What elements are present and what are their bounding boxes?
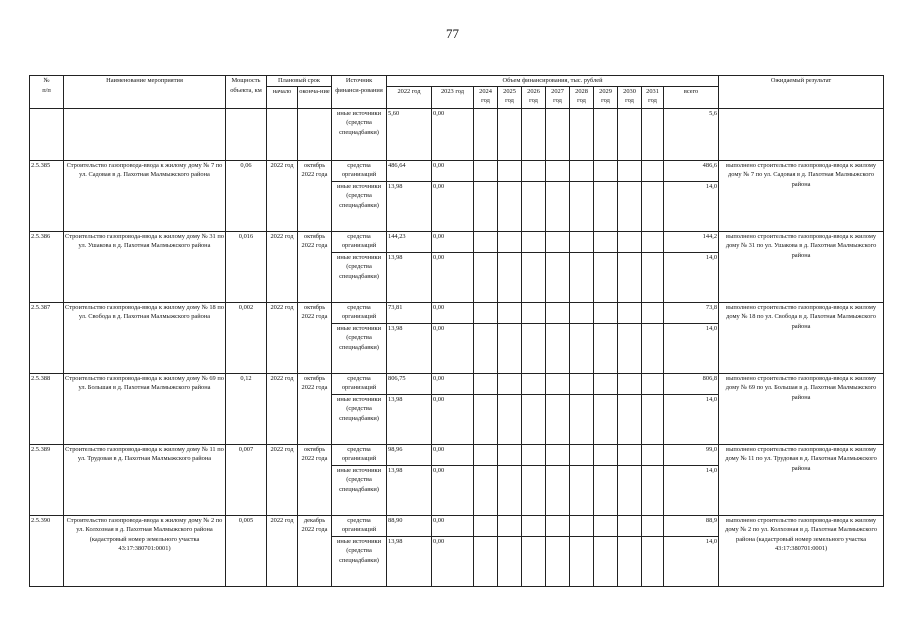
cell-empty (546, 515, 570, 536)
cell-empty (546, 536, 570, 586)
cell-power: 0,12 (226, 373, 267, 444)
cell-empty (594, 231, 618, 252)
cell-2023: 0,00 (432, 160, 474, 181)
header-year: 2024 год (474, 86, 498, 108)
cell-empty (594, 465, 618, 515)
cell-2022: 13,98 (387, 323, 432, 373)
cell-empty (642, 394, 664, 444)
cell-empty (522, 181, 546, 231)
cell-empty (642, 231, 664, 252)
cell-empty (474, 515, 498, 536)
cell-empty (474, 465, 498, 515)
cell-empty (570, 515, 594, 536)
cell-source: средства организаций (332, 231, 387, 252)
header-year: 2031 год (642, 86, 664, 108)
header-term: Плановый срок (267, 76, 332, 87)
cell-empty (522, 373, 546, 394)
cell-empty (522, 394, 546, 444)
cell-total: 806,8 (664, 373, 719, 394)
header-source: Источник финанси-рования (332, 76, 387, 109)
table-row (30, 231, 884, 252)
cell-source: иные источники (средства спецнадбавки) (332, 252, 387, 302)
cell-total: 14,0 (664, 465, 719, 515)
cell-empty (642, 444, 664, 465)
cell-empty (498, 181, 522, 231)
cell-number: 2.5.386 (30, 231, 64, 302)
cell-empty (594, 181, 618, 231)
cell-source: иные источники (средства спецнадбавки) (332, 394, 387, 444)
cell-2022: 88,90 (387, 515, 432, 536)
cell-empty (498, 252, 522, 302)
cell-empty (570, 444, 594, 465)
cell-empty (618, 252, 642, 302)
financing-table (29, 75, 884, 587)
cell-total: 14,0 (664, 394, 719, 444)
cell-end: декабрь 2022 года (298, 515, 332, 586)
cell-empty (594, 302, 618, 323)
cell-source: средства организаций (332, 444, 387, 465)
cell-empty (618, 160, 642, 181)
cell-empty (546, 444, 570, 465)
header-year: 2025 год (498, 86, 522, 108)
header-year: 2029 год (594, 86, 618, 108)
cell-name: Строительство газопровода-ввода к жилому дому № 18 по ул. Свобода в д. Пахотная Малмыжского района (64, 302, 226, 373)
cell-result: выполнено строительство газопровода-ввода к жилому дому № 11 по ул. Трудовая в д. Пахотная Малмыжского района (719, 444, 884, 515)
cell-source: средства организаций (332, 160, 387, 181)
cell-result: выполнено строительство газопровода-ввода к жилому дому № 7 по ул. Садовая в д. Пахотная Малмыжского района (719, 160, 884, 231)
cell-end: октябрь 2022 года (298, 160, 332, 231)
cell-empty (474, 536, 498, 586)
cell-source: средства организаций (332, 515, 387, 536)
cell-2022: 486,64 (387, 160, 432, 181)
cell-start: 2022 год (267, 515, 298, 586)
cell-2023: 0,00 (432, 394, 474, 444)
cell-total: 73,8 (664, 302, 719, 323)
table-body (30, 108, 884, 586)
cell-start: 2022 год (267, 160, 298, 231)
cell-empty (474, 323, 498, 373)
cell-empty (474, 394, 498, 444)
cell-total: 144,2 (664, 231, 719, 252)
cell-name: Строительство газопровода-ввода к жилому дому № 7 по ул. Садовая в д. Пахотная Малмыжского района (64, 160, 226, 231)
cell-empty (498, 231, 522, 252)
page-number: 77 (446, 26, 459, 41)
cell-empty (570, 465, 594, 515)
cell-empty (474, 160, 498, 181)
cell-empty (618, 231, 642, 252)
cell-start: 2022 год (267, 444, 298, 515)
cell-empty (474, 444, 498, 465)
cell-total: 486,6 (664, 160, 719, 181)
cell-empty (594, 536, 618, 586)
cell-empty (522, 252, 546, 302)
header-result: Ожидаемый результат (719, 76, 884, 109)
cell-empty (570, 323, 594, 373)
table-row (30, 515, 884, 536)
cell-empty (642, 323, 664, 373)
cell-empty (618, 302, 642, 323)
header-year: 2028 год (570, 86, 594, 108)
cell-empty (570, 160, 594, 181)
cell-empty (498, 160, 522, 181)
cell-power: 0,016 (226, 231, 267, 302)
cell-empty (522, 302, 546, 323)
cell-total: 99,0 (664, 444, 719, 465)
cell-end: октябрь 2022 года (298, 444, 332, 515)
cell-total: 14,0 (664, 181, 719, 231)
cell-number: 2.5.389 (30, 444, 64, 515)
cell-empty (642, 465, 664, 515)
cell-empty (642, 302, 664, 323)
cell-power: 0,06 (226, 160, 267, 231)
cell-source: иные источники (средства спецнадбавки) (332, 323, 387, 373)
cell-2022: 13,98 (387, 252, 432, 302)
cell-source: иные источники (средства спецнадбавки) (332, 536, 387, 586)
cell-empty (546, 323, 570, 373)
cell-empty (570, 394, 594, 444)
cell-empty (267, 108, 298, 160)
cell-name: Строительство газопровода-ввода к жилому дому № 31 по ул. Ушакова в д. Пахотная Малмыжского района (64, 231, 226, 302)
cell-result: выполнено строительство газопровода-ввода к жилому дому № 18 по ул. Свобода в д. Пахотная Малмыжского района (719, 302, 884, 373)
cell-2022: 98,96 (387, 444, 432, 465)
cell-empty (594, 373, 618, 394)
cell-empty (498, 465, 522, 515)
cell-empty (498, 302, 522, 323)
cell-2023: 0,00 (432, 323, 474, 373)
cell-empty (522, 231, 546, 252)
cell-2022: 13,98 (387, 536, 432, 586)
cell-empty (618, 373, 642, 394)
cell-name: Строительство газопровода-ввода к жилому дому № 11 по ул. Трудовая в д. Пахотная Малмыжского района (64, 444, 226, 515)
table-row (30, 373, 884, 394)
cell-empty (522, 444, 546, 465)
cell-empty (618, 394, 642, 444)
cell-power: 0,005 (226, 515, 267, 586)
cell-empty (618, 515, 642, 536)
table-row (30, 302, 884, 323)
cell-empty (474, 181, 498, 231)
cell-number: 2.5.385 (30, 160, 64, 231)
cell-power: 0,007 (226, 444, 267, 515)
cell-empty (546, 302, 570, 323)
cell-empty (474, 302, 498, 323)
cell-empty (522, 465, 546, 515)
cell-empty (546, 252, 570, 302)
cell-end: октябрь 2022 года (298, 373, 332, 444)
cell-empty (498, 373, 522, 394)
header-year: 2027 год (546, 86, 570, 108)
header-total: всего (664, 86, 719, 108)
cell-total: 14,0 (664, 323, 719, 373)
cell-empty (618, 465, 642, 515)
cell-empty (498, 323, 522, 373)
cell-number: 2.5.388 (30, 373, 64, 444)
cell-empty (618, 323, 642, 373)
cell-2023: 0,00 (432, 444, 474, 465)
cell-result: выполнено строительство газопровода-ввода к жилому дому № 31 по ул. Ушакова в д. Пахотная Малмыжского района (719, 231, 884, 302)
header-name: Наименование мероприятия (64, 76, 226, 109)
table-row (30, 444, 884, 465)
cell-power: 0,002 (226, 302, 267, 373)
cell-empty (570, 181, 594, 231)
cell-empty (546, 160, 570, 181)
cell-empty (642, 536, 664, 586)
cell-empty (546, 373, 570, 394)
carry-row (30, 108, 884, 160)
cell-result: выполнено строительство газопровода-ввода к жилому дому № 2 по ул. Колхозная в д. Пахотная Малмыжского района (кадастровый номер земельного участка 43:17:380701:0001) (719, 515, 884, 586)
cell-end: октябрь 2022 года (298, 231, 332, 302)
cell-2022: 5,60 (387, 108, 432, 160)
cell-2022: 13,98 (387, 465, 432, 515)
cell-empty (594, 323, 618, 373)
cell-number: 2.5.387 (30, 302, 64, 373)
cell-empty (474, 231, 498, 252)
cell-total: 5,6 (664, 108, 719, 160)
cell-2022: 144,23 (387, 231, 432, 252)
header-year: 2023 год (432, 86, 474, 108)
cell-empty (226, 108, 267, 160)
cell-result: выполнено строительство газопровода-ввода к жилому дому № 69 по ул. Большая в д. Пахотная Малмыжского района (719, 373, 884, 444)
cell-empty (474, 252, 498, 302)
cell-source: иные источники (средства спецнадбавки) (332, 465, 387, 515)
table-row (30, 160, 884, 181)
cell-source: иные источники (средства спецнадбавки) (332, 108, 387, 160)
cell-2023: 0,00 (432, 515, 474, 536)
cell-2022: 73,81 (387, 302, 432, 323)
cell-empty (594, 252, 618, 302)
cell-total: 14,0 (664, 536, 719, 586)
cell-empty (642, 515, 664, 536)
cell-2023: 0,00 (432, 465, 474, 515)
cell-name: Строительство газопровода-ввода к жилому дому № 2 по ул. Колхозная в д. Пахотная Малмыжского района (кадастровый номер земельного участка 43:17:380701:0001) (64, 515, 226, 586)
cell-2023: 0,00 (432, 231, 474, 252)
cell-number: 2.5.390 (30, 515, 64, 586)
cell-empty (642, 252, 664, 302)
header-volume: Объем финансирования, тыс. рублей (387, 76, 719, 87)
cell-empty (618, 536, 642, 586)
header-end: оконча-ние (298, 86, 332, 108)
cell-empty (522, 323, 546, 373)
header-number: № п/п (30, 76, 64, 109)
cell-empty (618, 444, 642, 465)
cell-total: 88,9 (664, 515, 719, 536)
cell-empty (546, 231, 570, 252)
cell-name: Строительство газопровода-ввода к жилому дому № 69 по ул. Большая в д. Пахотная Малмыжского района (64, 373, 226, 444)
cell-source: средства организаций (332, 373, 387, 394)
cell-empty (522, 515, 546, 536)
cell-empty (594, 444, 618, 465)
header-start: начало (267, 86, 298, 108)
cell-2023: 0,00 (432, 536, 474, 586)
cell-empty (594, 394, 618, 444)
cell-source: иные источники (средства спецнадбавки) (332, 181, 387, 231)
cell-empty (642, 181, 664, 231)
cell-2022: 13,98 (387, 181, 432, 231)
cell-empty (570, 252, 594, 302)
cell-empty (570, 302, 594, 323)
cell-empty (546, 181, 570, 231)
header-year: 2026 год (522, 86, 546, 108)
cell-empty (642, 373, 664, 394)
cell-start: 2022 год (267, 373, 298, 444)
cell-empty (498, 394, 522, 444)
table-header (30, 76, 884, 109)
cell-empty (498, 515, 522, 536)
cell-empty (546, 394, 570, 444)
cell-2023: 0,00 (432, 302, 474, 323)
cell-empty (522, 160, 546, 181)
cell-2023: 0,00 (432, 252, 474, 302)
cell-source: средства организаций (332, 302, 387, 323)
header-year: 2022 год (387, 86, 432, 108)
cell-empty (642, 160, 664, 181)
cell-start: 2022 год (267, 302, 298, 373)
cell-empty (719, 108, 884, 160)
cell-empty (474, 373, 498, 394)
cell-empty (570, 231, 594, 252)
cell-empty (522, 536, 546, 586)
cell-2022: 13,98 (387, 394, 432, 444)
cell-empty (298, 108, 332, 160)
cell-end: октябрь 2022 года (298, 302, 332, 373)
cell-start: 2022 год (267, 231, 298, 302)
cell-empty (498, 536, 522, 586)
cell-empty (546, 465, 570, 515)
cell-empty (618, 181, 642, 231)
cell-empty (30, 108, 64, 160)
cell-empty (570, 536, 594, 586)
cell-2023: 0,00 (432, 181, 474, 231)
cell-empty (64, 108, 226, 160)
cell-total: 14,0 (664, 252, 719, 302)
header-year: 2030 год (618, 86, 642, 108)
cell-empty (498, 444, 522, 465)
header-power: Мощность объекта, км (226, 76, 267, 109)
cell-2023: 0,00 (432, 108, 474, 160)
cell-empty (594, 160, 618, 181)
cell-empty (594, 515, 618, 536)
cell-2023: 0,00 (432, 373, 474, 394)
cell-2022: 806,75 (387, 373, 432, 394)
cell-empty (570, 373, 594, 394)
